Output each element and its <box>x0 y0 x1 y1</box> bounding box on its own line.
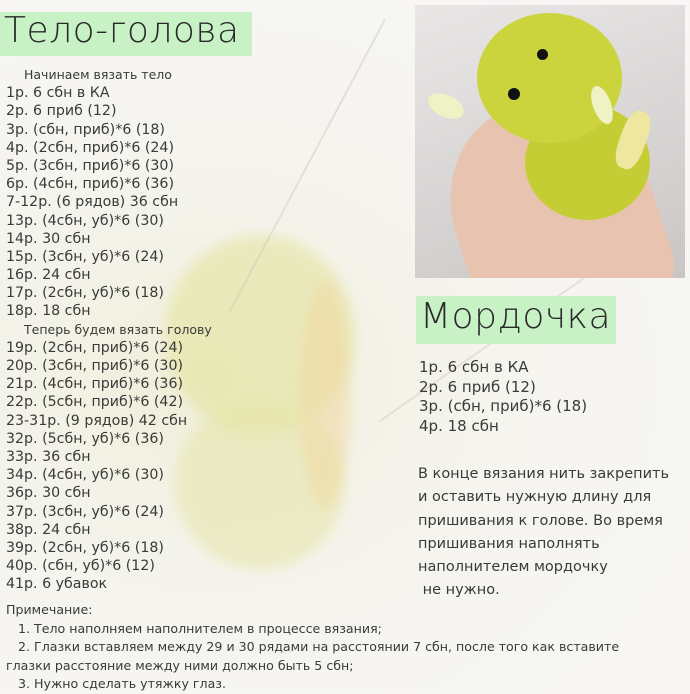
muzzle-rows <box>419 358 587 436</box>
row: 34р. (4сбн, уб)*6 (30) <box>6 467 164 484</box>
row: 39р. (2сбн, уб)*6 (18) <box>6 539 164 556</box>
row: 15р. (3сбн, уб)*6 (24) <box>6 248 164 265</box>
row: 40р. (сбн, уб)*6 (12) <box>6 558 155 575</box>
row: 33р. 36 сбн <box>6 448 91 465</box>
row: 3р. (сбн, приб)*6 (18) <box>6 121 165 138</box>
row: 6р. (4сбн, приб)*6 (36) <box>6 176 174 193</box>
body-rows <box>6 66 212 593</box>
background-toy-crest <box>300 280 350 510</box>
toy-head <box>477 13 622 143</box>
section-title-muzzle: Мордочка <box>420 296 612 337</box>
thumbnail-nail <box>424 88 468 124</box>
paragraph-line: не нужно. <box>418 582 500 599</box>
muzzle-paragraph <box>418 463 669 603</box>
note-line: 3. Нужно сделать утяжку глаз. <box>18 676 226 691</box>
row: 36р. 30 сбн <box>6 485 91 502</box>
paragraph-line: В конце вязания нить закрепить <box>418 466 670 482</box>
notes-heading: Примечание: <box>6 602 93 617</box>
paragraph-line: пришивания наполнять <box>418 535 600 552</box>
row: 19р. (2сбн, приб)*6 (24) <box>6 339 184 356</box>
row: 17р. (2сбн, уб)*6 (18) <box>6 285 164 302</box>
row: 41р. 6 убавок <box>6 576 108 593</box>
row: 3р. (сбн, приб)*6 (18) <box>419 397 588 415</box>
notes <box>6 601 619 694</box>
row: 38р. 24 сбн <box>6 521 91 538</box>
note-line: 2. Глазки вставляем между 29 и 30 рядами на расстоянии 7 сбн, после того как вставите <box>18 639 620 654</box>
row: 13р. (4сбн, уб)*6 (30) <box>6 212 164 229</box>
paragraph-line: пришивания к голове. Во время <box>418 512 663 529</box>
row: 16р. 24 сбн <box>6 267 91 284</box>
row: 1р. 6 сбн в КА <box>419 358 529 376</box>
row: 23-31р. (9 рядов) 42 сбн <box>6 412 188 429</box>
row: 18р. 18 сбн <box>6 303 91 320</box>
head-intro: Теперь будем вязать голову <box>24 321 212 337</box>
note-line: глазки расстояние между ними должно быть 5 сбн; <box>6 657 354 673</box>
paragraph-line: и оставить нужную длину для <box>418 489 652 506</box>
row: 32р. (5сбн, уб)*6 (36) <box>6 430 164 447</box>
toy-photo <box>415 5 685 278</box>
row: 37р. (3сбн, уб)*6 (24) <box>6 503 164 520</box>
row: 2р. 6 приб (12) <box>419 377 536 396</box>
toy-eye <box>537 49 548 60</box>
row: 4р. (2сбн, приб)*6 (24) <box>6 139 174 156</box>
paragraph-line: наполнителем мордочку <box>418 559 608 576</box>
row: 20р. (3сбн, приб)*6 (30) <box>6 358 184 374</box>
section-title-body: Тело-голова <box>4 10 240 51</box>
body-intro: Начинаем вязать тело <box>24 67 172 82</box>
row: 14р. 30 сбн <box>6 230 91 247</box>
row: 21р. (4сбн, приб)*6 (36) <box>6 376 184 393</box>
row: 7-12р. (6 рядов) 36 сбн <box>6 194 179 211</box>
row: 22р. (5сбн, приб)*6 (42) <box>6 394 184 411</box>
row: 4р. 18 сбн <box>419 416 499 435</box>
note-line: 1. Тело наполняем наполнителем в процессе вязания; <box>18 620 382 636</box>
row: 2р. 6 приб (12) <box>6 103 117 120</box>
toy-eye <box>508 88 520 100</box>
row: 5р. (3сбн, приб)*6 (30) <box>6 157 174 174</box>
row: 1р. 6 сбн в КА <box>6 85 110 102</box>
